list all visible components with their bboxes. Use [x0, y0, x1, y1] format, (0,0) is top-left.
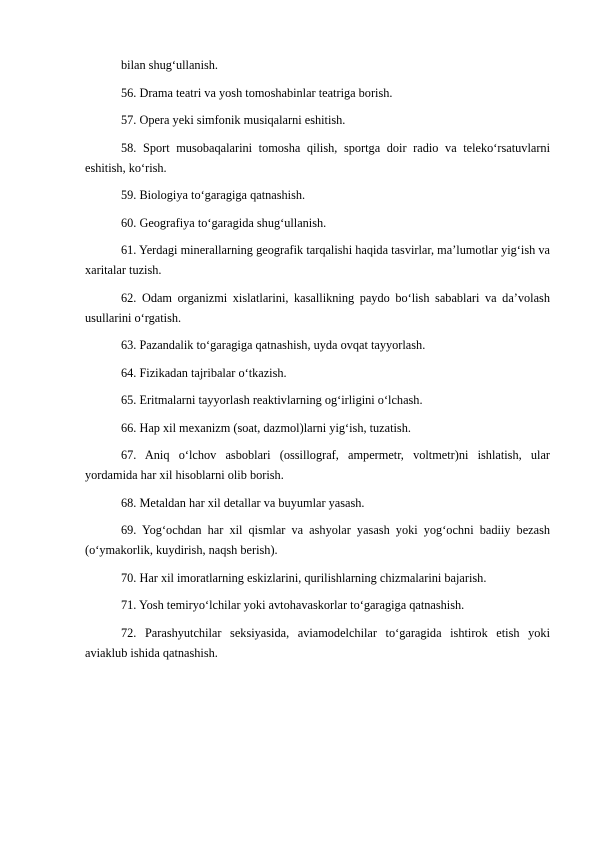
- list-item-58: 58. Sport musobaqalarini tomosha qilish, sportga doir radio va teleko‘rsatuvlarni eshitish, ko‘rish.: [85, 140, 550, 175]
- list-item-62: 62. Odam organizmi xislatlarini, kasallikning paydo bo‘lish sabablari va da’volash usullarini o‘rgatish.: [85, 290, 550, 325]
- list-item-63: 63. Pazandalik to‘garagiga qatnashish, uyda ovqat tayyorlash.: [121, 338, 426, 352]
- list-item-66: 66. Hap xil mexanizm (soat, dazmol)larni yig‘ish, tuzatish.: [121, 420, 411, 435]
- list-item-59: 59. Biologiya to‘garagiga qatnashish.: [121, 188, 306, 202]
- document-body: [85, 55, 550, 670]
- list-item-57: 57. Opera yeki simfonik musiqalarni eshitish.: [121, 113, 346, 127]
- list-item-65: 65. Eritmalarni tayyorlash reaktivlarning og‘irligini o‘lchash.: [121, 393, 423, 407]
- list-item-69: 69. Yog‘ochdan har xil qismlar va ashyolar yasash yoki yog‘ochni badiiy bezash (o‘ymakorlik, kuydirish, naqsh berish).: [85, 523, 550, 557]
- list-item-70: 70. Har xil imoratlarning eskizlarini, qurilishlarning chizmalarini bajarish.: [121, 570, 487, 585]
- list-item-56: 56. Drama teatri va yosh tomoshabinlar teatriga borish.: [121, 85, 393, 100]
- list-item-60: 60. Geografiya to‘garagida shug‘ullanish.: [121, 215, 327, 230]
- list-item-64: 64. Fizikadan tajribalar o‘tkazish.: [121, 365, 287, 380]
- list-item-71: 71. Yosh temiryo‘lchilar yoki avtohavaskorlar to‘garagiga qatnashish.: [121, 598, 465, 612]
- list-item-67: 67. Aniq o‘lchov asboblari (ossillograf, ampermetr, voltmetr)ni ishlatish, ular yordamida har xil hisoblarni olib borish.: [85, 448, 550, 482]
- list-item-68: 68. Metaldan har xil detallar va buyumlar yasash.: [121, 495, 365, 510]
- list-item-61: 61. Yerdagi minerallarning geografik tarqalishi haqida tasvirlar, ma’lumotlar yig‘ish va xaritalar tuzish.: [85, 243, 550, 277]
- paragraph-continuation: bilan shug‘ullanish.: [121, 58, 219, 72]
- list-item-72: 72. Parashyutchilar seksiyasida, aviamodelchilar to‘garagida ishtirok etish yoki aviaklub ishida qatnashish.: [85, 625, 550, 660]
